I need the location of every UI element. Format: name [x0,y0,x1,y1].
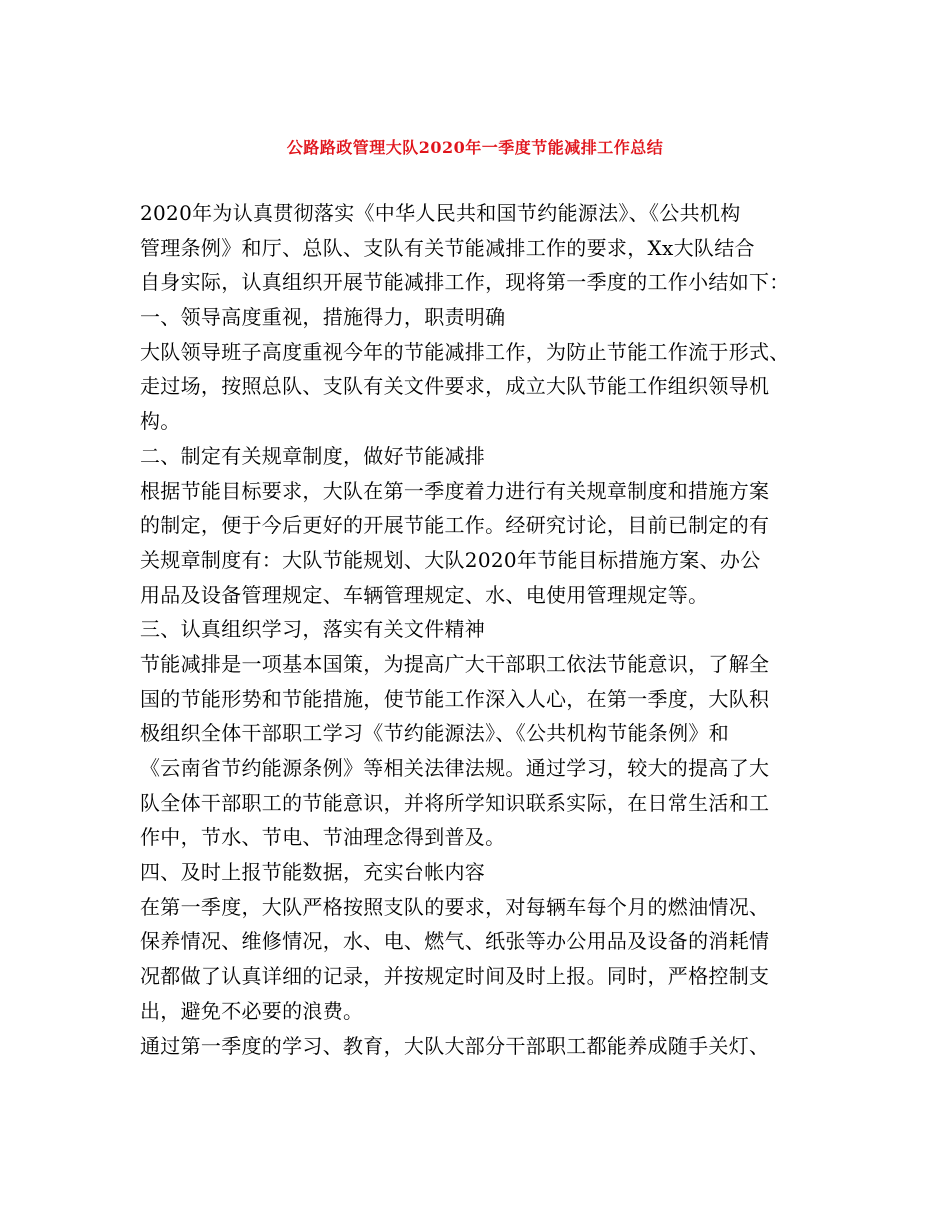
text-line: 作中，节水、节电、节油理念得到普及。 [140,825,506,850]
text-line: 极组织全体干部职工学习《节约能源法》、《公共机构节能条例》和 [140,721,729,746]
text-line: 走过场，按照总队、支队有关文件要求，成立大队节能工作组织领导机 [140,374,770,399]
text-line: 的制定，便于今后更好的开展节能工作。经研究讨论，目前已制定的有 [140,513,770,538]
text-line: 出，避免不必要的浪费。 [140,998,364,1023]
text-line: 大队领导班子高度重视今年的节能减排工作，为防止节能工作流于形式、 [140,339,790,364]
text-line: 根据节能目标要求，大队在第一季度着力进行有关规章制度和措施方案 [140,478,770,503]
text-line: 自身实际，认真组织开展节能减排工作，现将第一季度的工作小结如下： [140,270,790,295]
text-line: 通过第一季度的学习、教育，大队大部分干部职工都能养成随手关灯、 [140,1033,770,1058]
text-line: 三、认真组织学习，落实有关文件精神 [140,617,486,642]
text-line: 保养情况、维修情况，水、电、燃气、纸张等办公用品及设备的消耗情 [140,929,770,954]
text-line: 四、及时上报节能数据，充实台帐内容 [140,860,486,885]
text-line: 一、领导高度重视，措施得力，职责明确 [140,305,506,330]
document-title: 公路路政管理大队2020年一季度节能减排工作总结 [286,138,664,157]
text-line: 二、制定有关规章制度，做好节能减排 [140,443,486,468]
text-line: 队全体干部职工的节能意识，并将所学知识联系实际，在日常生活和工 [140,790,770,815]
document-body [140,196,820,1063]
text-line: 节能减排是一项基本国策，为提高广大干部职工依法节能意识，了解全 [140,651,770,676]
text-line: 国的节能形势和节能措施，使节能工作深入人心，在第一季度，大队积 [140,686,770,711]
text-line: 况都做了认真详细的记录，并按规定时间及时上报。同时，严格控制支 [140,964,770,989]
text-line: 管理条例》和厅、总队、支队有关节能减排工作的要求，Xx大队结合 [140,235,755,260]
text-line: 用品及设备管理规定、车辆管理规定、水、电使用管理规定等。 [140,582,709,607]
text-line: 关规章制度有：大队节能规划、大队2020年节能目标措施方案、办公 [140,547,761,572]
text-line: 2020年为认真贯彻落实《中华人民共和国节约能源法》、《公共机构 [140,201,741,225]
text-line: 在第一季度，大队严格按照支队的要求，对每辆车每个月的燃油情况、 [140,894,770,919]
text-line: 构。 [140,409,181,434]
text-line: 《云南省节约能源条例》等相关法律法规。通过学习，较大的提高了大 [140,756,770,780]
